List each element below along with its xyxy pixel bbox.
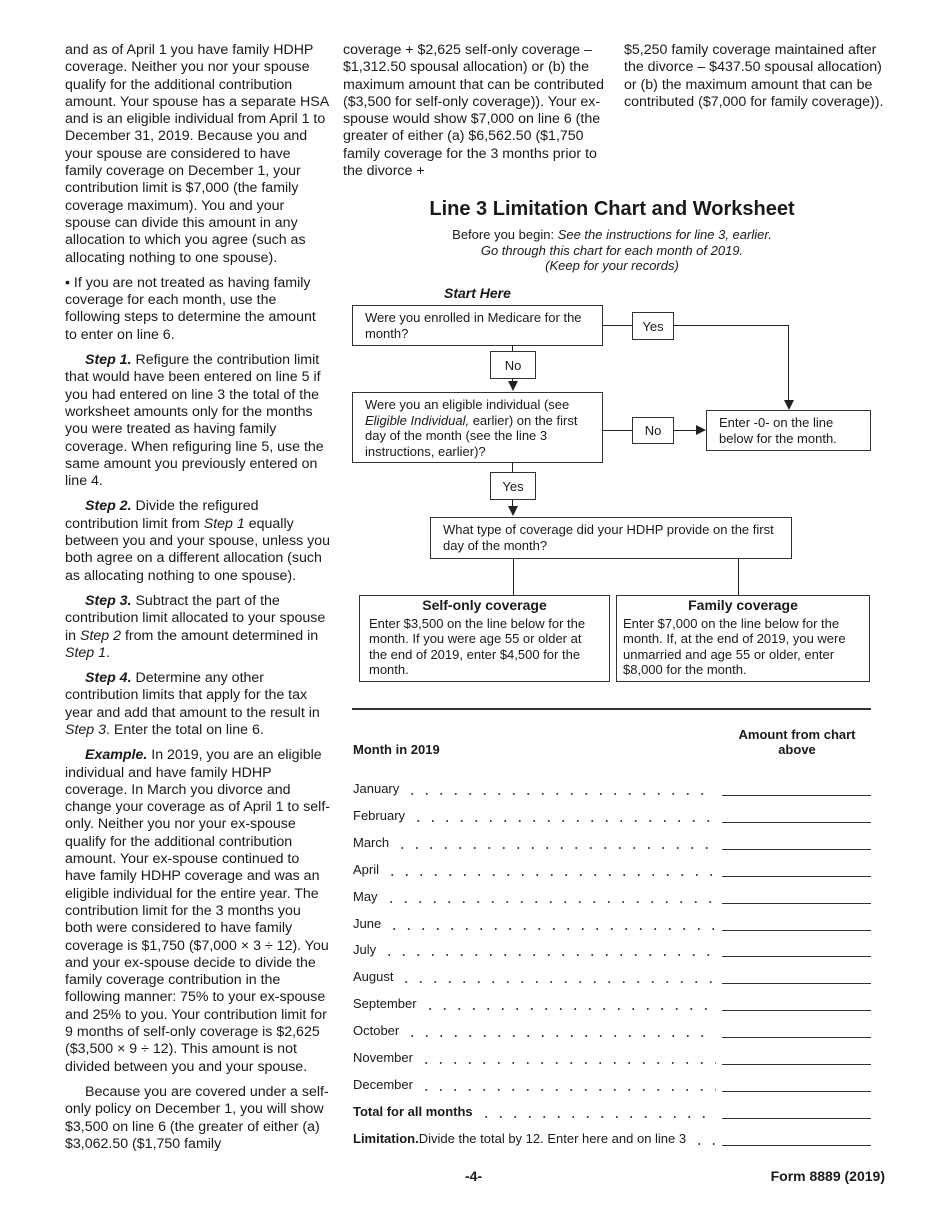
- amount-entry-line[interactable]: [722, 969, 871, 984]
- worksheet-row: [353, 1047, 871, 1065]
- family-text: Enter $7,000 on the line below for the month. If, at the end of 2019, you were unmarried and age 55 or older, enter $8,000 for the month.: [623, 615, 846, 677]
- amount-entry-line[interactable]: [722, 1077, 871, 1092]
- month-label: March: [353, 834, 390, 850]
- dot-leader: [411, 809, 716, 823]
- amount-entry-line[interactable]: [722, 1131, 871, 1146]
- worksheet-row: [353, 913, 871, 931]
- step-text: . Enter the total on line 6.: [106, 721, 264, 738]
- chart-title: Line 3 Limitation Chart and Worksheet: [429, 198, 795, 220]
- page-number: -4-: [465, 1168, 483, 1184]
- amount-entry-line[interactable]: [722, 781, 871, 796]
- family-title: Family coverage: [688, 597, 798, 613]
- worksheet-row: [353, 832, 871, 850]
- step-text: Subtract the part of the contribution limit allocated to your spouse in: [65, 592, 326, 644]
- month-label: September: [353, 996, 417, 1012]
- arrow-down-icon: [508, 506, 518, 516]
- form-id: Form 8889 (2019): [770, 1168, 885, 1184]
- worksheet-row: [353, 1020, 871, 1038]
- worksheet-row: [353, 805, 871, 823]
- paragraph: and as of April 1 you have family HDHP coverage. Neither you nor your spouse qualify for the additional contribution amount. Your spouse has a separate HSA and is an eligible individual from April 1 to December 31, 2019. Because you and your spouse are considered to have family coverage on December 1, your contribution limit is $7,000 (the family coverage maximum). You and your spouse can divide this amount in any allocation to which you agree (such as allocating nothing to one spouse).: [65, 42, 329, 266]
- amount-entry-line[interactable]: [722, 1050, 871, 1065]
- amount-entry-line[interactable]: [722, 942, 871, 957]
- step-3: [65, 593, 331, 662]
- dot-leader: [395, 836, 716, 850]
- eligibility-no-label: No: [632, 417, 674, 444]
- coverage-type-question-box: What type of coverage did your HDHP provide on the first day of the month?: [430, 517, 792, 559]
- step-2: [65, 498, 331, 584]
- enter-zero-box: Enter -0- on the line below for the month.: [706, 410, 871, 451]
- amount-entry-line[interactable]: [722, 862, 871, 877]
- self-only-title: Self-only coverage: [422, 597, 547, 613]
- amount-entry-line[interactable]: [722, 808, 871, 823]
- step-text: .: [106, 644, 110, 661]
- middle-column: [343, 42, 615, 188]
- dot-leader: [405, 1024, 716, 1038]
- amount-entry-line[interactable]: [722, 996, 871, 1011]
- month-label: December: [353, 1076, 413, 1092]
- step-ref: Step 3: [65, 721, 107, 738]
- connector: [788, 325, 789, 401]
- dot-leader: [692, 1132, 716, 1146]
- month-label: April: [353, 861, 380, 877]
- month-label: November: [353, 1050, 413, 1065]
- month-label: June: [353, 915, 382, 931]
- family-coverage-box: [616, 595, 870, 682]
- step-ref: Step 2: [79, 627, 122, 644]
- month-header: Month in 2019: [353, 742, 440, 757]
- left-column: [65, 42, 331, 1161]
- q2-ref: Eligible Individual,: [365, 412, 470, 428]
- amount-entry-line[interactable]: [722, 1104, 871, 1119]
- dot-leader: [384, 890, 716, 904]
- q2-text: Were you an eligible individual (see: [365, 397, 570, 412]
- worksheet-row: [353, 886, 871, 904]
- right-column: [624, 42, 890, 119]
- step-text: Refigure the contribution limit that would have been entered on line 5 if you had entered on line 3 the total of the worksheet amounts only for the months you were treated as having family coverage. When refiguring line 5, use the same amount you previously entered on line 4.: [65, 352, 324, 490]
- dot-leader: [419, 1078, 716, 1092]
- amount-entry-line[interactable]: [722, 889, 871, 904]
- month-label: February: [353, 807, 406, 823]
- self-only-text: Enter $3,500 on the line below for the month. If you were age 55 or older at the end of 2019, enter $4,500 for the month.: [369, 615, 586, 677]
- dot-leader: [405, 782, 716, 796]
- connector: [603, 325, 789, 326]
- amount-entry-line[interactable]: [722, 1023, 871, 1038]
- q2-text: earlier) on the first day of the month (see the line 3 instructions, earlier)?: [365, 412, 578, 459]
- month-label: October: [353, 1023, 400, 1039]
- worksheet-row: [353, 993, 871, 1011]
- step-ref: Step 1: [203, 515, 245, 532]
- dot-leader: [399, 970, 716, 984]
- worksheet-row: [353, 1128, 871, 1146]
- step-ref: Step 1: [65, 644, 107, 661]
- worksheet-row: [353, 778, 871, 796]
- paragraph: coverage + $2,625 self-only coverage – $1,312.50 spousal allocation) or (b) the maximum amount that can be contributed ($3,500 for self-only coverage)). Your ex-spouse would show $7,000 on line 6 (the greater of either (a) $6,562.50 ($1,750 family coverage for the 3 months prior to the divorce +: [343, 42, 605, 180]
- dot-leader: [423, 997, 716, 1011]
- medicare-question-box: Were you enrolled in Medicare for the month?: [352, 305, 603, 346]
- limitation-text: Divide the total by 12. Enter here and on line 3: [418, 1131, 687, 1146]
- paragraph: $5,250 family coverage maintained after the divorce – $437.50 spousal allocation) or (b) the maximum amount that can be contributed ($7,000 for family coverage)).: [624, 42, 884, 110]
- arrow-down-icon: [784, 400, 794, 410]
- worksheet-row: [353, 966, 871, 984]
- amount-header: Amount from chart above: [738, 727, 856, 757]
- eligibility-yes-label: Yes: [490, 472, 536, 500]
- month-label: July: [353, 942, 377, 958]
- worksheet-row: [353, 1074, 871, 1092]
- chart-instructions: [352, 227, 872, 274]
- before-text: See the instructions for line 3, earlier.: [557, 227, 772, 242]
- step-text: Divide the refigured contribution limit from: [65, 498, 259, 532]
- step-label: Step 4.: [85, 670, 132, 687]
- dot-leader: [419, 1051, 716, 1065]
- total-label: Total for all months: [353, 1104, 473, 1119]
- dot-leader: [382, 943, 716, 957]
- step-text: from the amount determined in: [121, 627, 319, 644]
- example-text: In 2019, you are an eligible individual and have family HDHP coverage. In March you divorce and change your coverage as of April 1 to self-only. Neither you nor your ex-spouse qualify for the additional contribution amount. Your ex-spouse continued to have family HDHP coverage and was an eligible individual for the entire year. The contribution limit for the 3 months you both were considered to have family coverage is $1,750 ($7,000 × 3 ÷ 12). You and your ex-spouse decide to divide the family coverage contribution in the following manner: 75% to your ex-spouse and 25% to you. Your contribution limit for 9 months of self-only coverage is $2,625 ($3,500 × 9 ÷ 12). This amount is not divided between you and your spouse.: [65, 747, 330, 1075]
- dot-leader: [385, 863, 716, 877]
- month-label: August: [353, 969, 394, 985]
- before-label: Before you begin:: [452, 227, 558, 242]
- start-here-label: Start Here: [444, 285, 511, 301]
- dot-leader: [387, 917, 716, 931]
- step-label: Step 1.: [85, 352, 132, 369]
- arrow-down-icon: [508, 381, 518, 391]
- step-4: [65, 670, 331, 739]
- step-1: [65, 352, 331, 490]
- worksheet-row: [353, 859, 871, 877]
- amount-entry-line[interactable]: [722, 835, 871, 850]
- limitation-label: Limitation.: [353, 1131, 419, 1146]
- paragraph: Because you are covered under a self-only policy on December 1, you will show $3,500 on line 6 (the greater of either (a) $3,062.50 ($1,750 family: [65, 1083, 329, 1152]
- medicare-no-label: No: [490, 351, 536, 379]
- instruction-line: Go through this chart for each month of 2019.: [480, 242, 744, 258]
- amount-entry-line[interactable]: [722, 916, 871, 931]
- step-label: Step 2.: [85, 498, 132, 515]
- step-text: equally between you and your spouse, unless you both agree on a different allocation (such as allocating nothing to one spouse).: [65, 515, 331, 584]
- month-label: May: [353, 888, 378, 904]
- step-label: Step 3.: [85, 592, 132, 609]
- month-label: January: [353, 781, 400, 796]
- step-text: Determine any other contribution limits that apply for the tax year and add that amount to the result in: [65, 670, 320, 721]
- divider: [352, 708, 871, 710]
- worksheet-row: [353, 1101, 871, 1119]
- arrow-right-icon: [696, 425, 706, 435]
- bullet-paragraph: • If you are not treated as having family coverage for each month, use the following steps to determine the amount to enter on line 6.: [65, 274, 316, 343]
- example-label: Example.: [85, 747, 148, 764]
- worksheet-row: [353, 939, 871, 957]
- eligibility-question-box: [352, 392, 603, 463]
- self-only-coverage-box: [359, 595, 610, 682]
- medicare-yes-label: Yes: [632, 312, 674, 340]
- dot-leader: [479, 1105, 716, 1119]
- example: [65, 747, 331, 1076]
- connector: [738, 559, 739, 595]
- instruction-line: (Keep for your records): [545, 258, 679, 273]
- connector: [513, 559, 514, 595]
